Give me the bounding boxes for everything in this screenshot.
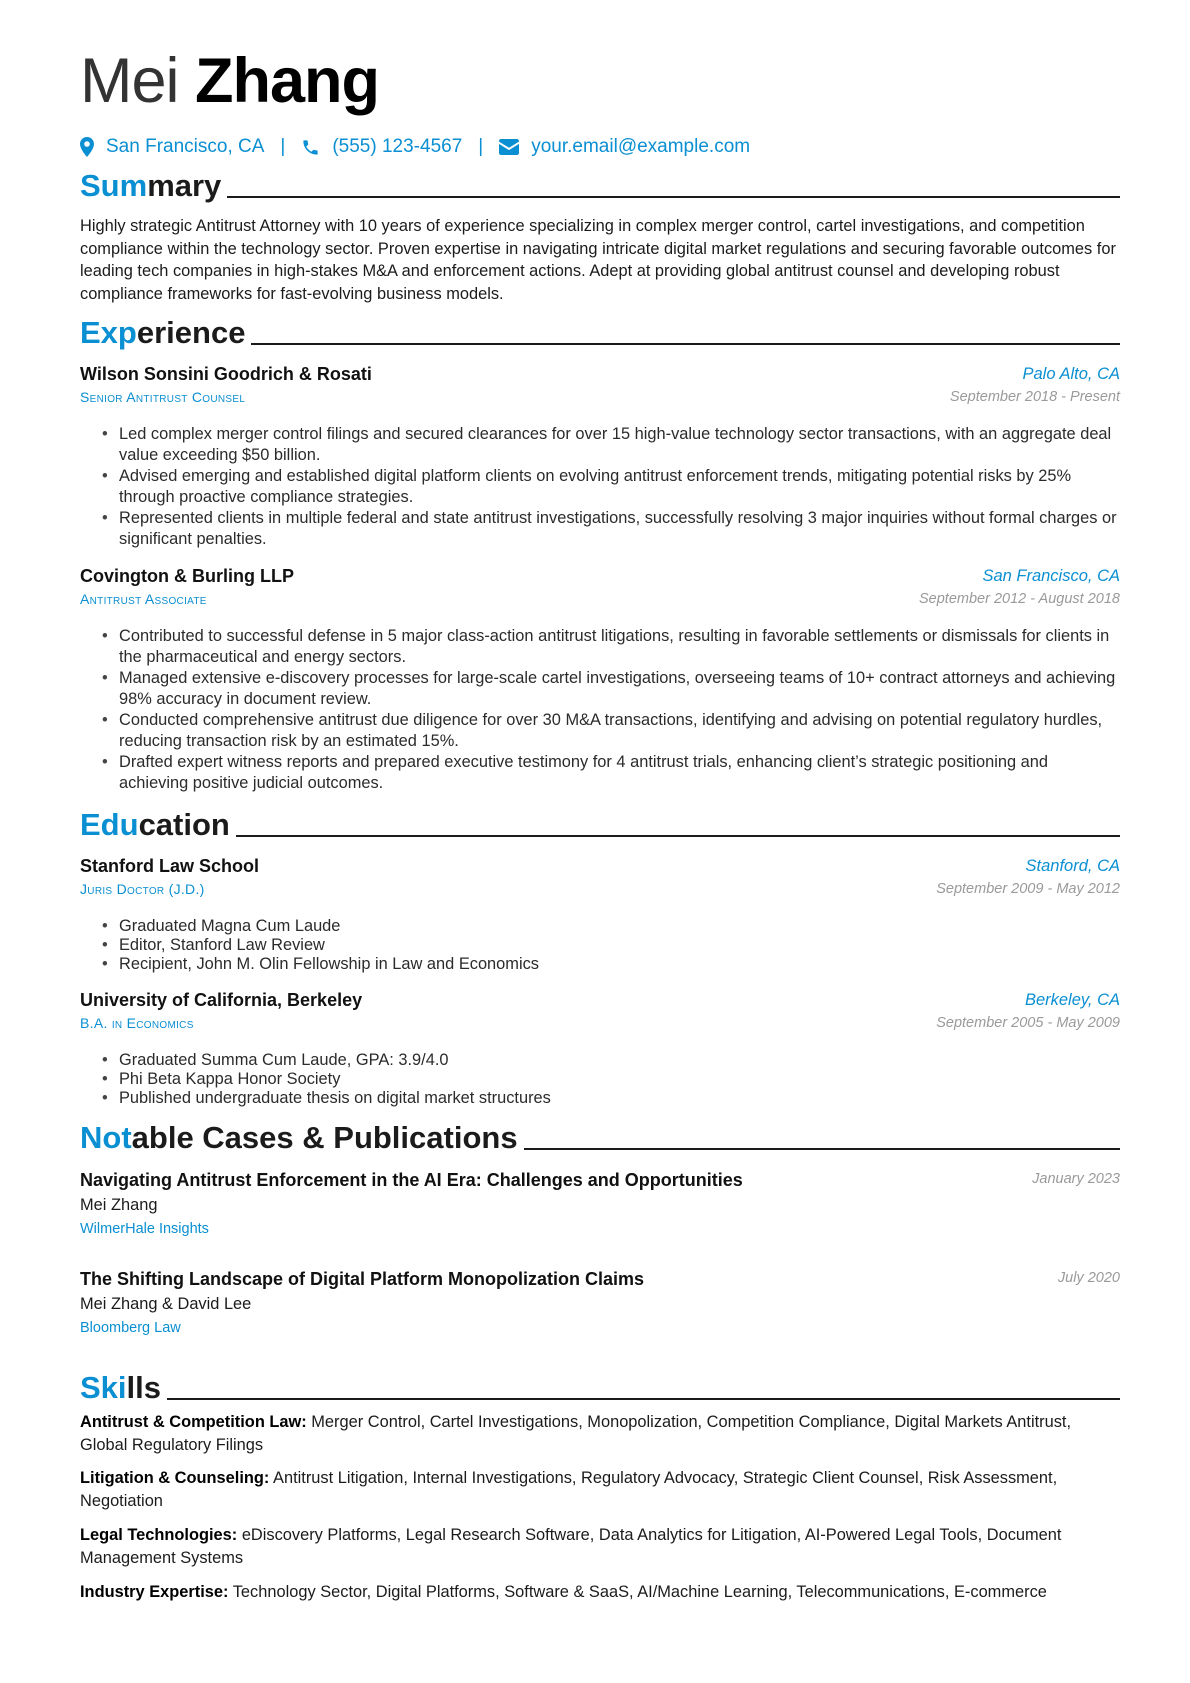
email-link: your.email@example.com xyxy=(531,136,751,157)
bullet-item: • Published undergraduate thesis on digital market structures xyxy=(80,1089,1120,1108)
bullet-item: • Contributed to successful defense in 5 major class-action antitrust litigations, resulting in favorable settlements or dismissals for clients in the pharmaceutical and energy sectors. xyxy=(80,626,1120,668)
education-heading xyxy=(80,803,1120,843)
school-name: Stanford Law School xyxy=(80,856,260,876)
bullet-item: • Recipient, John M. Olin Fellowship in Law and Economics xyxy=(80,955,1120,974)
envelope-icon xyxy=(499,139,519,155)
bullet-item: • Editor, Stanford Law Review xyxy=(80,936,1120,955)
job-location: Palo Alto, CA xyxy=(1022,365,1120,383)
degree: Juris Doctor (J.D.) xyxy=(80,881,205,897)
phone-icon xyxy=(301,138,320,157)
publication-venue: Bloomberg Law xyxy=(80,1320,181,1336)
job-title: Senior Antitrust Counsel xyxy=(80,389,246,405)
job-dates: September 2018 - Present xyxy=(949,389,1120,405)
employer-name: Covington & Burling LLP xyxy=(80,566,294,586)
bullet-item: • Led complex merger control filings and secured clearances for over 15 high-value technology sector transactions, with an aggregate deal value exceeding $50 billion. xyxy=(80,424,1120,466)
first-name: Mei xyxy=(80,46,179,116)
summary-heading xyxy=(80,164,1120,204)
bullet-item: • Graduated Summa Cum Laude, GPA: 3.9/4.0 xyxy=(80,1051,1120,1070)
contact-phone[interactable] xyxy=(301,136,462,158)
job-title: Antitrust Associate xyxy=(80,591,207,607)
section-title: Notable Cases & Publications xyxy=(80,1120,518,1155)
job-bullets xyxy=(80,424,1120,550)
skill-label: Litigation & Counseling: xyxy=(80,1469,270,1487)
school-bullets xyxy=(80,1051,1120,1108)
school-location: Berkeley, CA xyxy=(1024,991,1120,1009)
job-bullets xyxy=(80,626,1120,794)
school-bullets xyxy=(80,917,1120,974)
skill-group xyxy=(80,1581,1120,1604)
skill-values: eDiscovery Platforms, Legal Research Software, Data Analytics for Litigation, AI-Powered Legal Tools, Document Management Systems xyxy=(80,1526,1062,1567)
employer-name: Wilson Sonsini Goodrich & Rosati xyxy=(80,364,372,384)
skill-group xyxy=(80,1411,1120,1456)
job-location: San Francisco, CA xyxy=(982,567,1120,585)
skills-heading xyxy=(80,1366,1120,1406)
skill-group xyxy=(80,1467,1120,1512)
section-rule xyxy=(167,1398,1120,1400)
bullet-item: • Graduated Magna Cum Laude xyxy=(80,917,1120,936)
bullet-item: • Managed extensive e-discovery processes for large-scale cartel investigations, overseeing teams of 10+ contract attorneys and achieving 98% accuracy in document review. xyxy=(80,668,1120,710)
contact-location xyxy=(80,136,264,158)
school-dates: September 2009 - May 2012 xyxy=(936,881,1120,897)
location-text: San Francisco, CA xyxy=(106,136,265,157)
map-marker-icon xyxy=(80,137,94,157)
section-title: Education xyxy=(80,807,230,842)
bullet-item: • Conducted comprehensive antitrust due diligence for over 30 M&A transactions, identifying and advising on potential regulatory hurdles, reducing transaction risk by an estimated 15%. xyxy=(80,710,1120,752)
skill-label: Industry Expertise: xyxy=(80,1583,229,1601)
contact-line xyxy=(80,134,750,160)
publication-authors: Mei Zhang & David Lee xyxy=(80,1295,252,1313)
candidate-name xyxy=(80,42,379,120)
contact-email[interactable] xyxy=(499,136,750,158)
section-title: Experience xyxy=(80,315,246,350)
bullet-item: • Represented clients in multiple federal and state antitrust investigations, successfully resolving 3 major inquiries without formal charges or significant penalties. xyxy=(80,508,1120,550)
section-rule xyxy=(251,343,1120,345)
bullet-item: • Advised emerging and established digital platform clients on evolving antitrust enforcement trends, mitigating potential risks by 25% through proactive compliance strategies. xyxy=(80,466,1120,508)
skill-group xyxy=(80,1524,1120,1569)
bullet-item: • Drafted expert witness reports and prepared executive testimony for 4 antitrust trials, enhancing client’s strategic positioning and achieving positive judicial outcomes. xyxy=(80,752,1120,794)
section-rule xyxy=(227,196,1120,198)
contact-separator: | xyxy=(280,136,286,157)
skill-label: Legal Technologies: xyxy=(80,1526,238,1544)
section-title: Skills xyxy=(80,1370,161,1405)
publication-venue: WilmerHale Insights xyxy=(80,1221,209,1237)
publications-heading xyxy=(80,1116,1120,1156)
section-title: Summary xyxy=(80,168,222,203)
job-dates: September 2012 - August 2018 xyxy=(919,591,1120,607)
degree: B.A. in Economics xyxy=(80,1015,194,1031)
phone-text: (555) 123-4567 xyxy=(332,136,463,157)
school-dates: September 2005 - May 2009 xyxy=(936,1015,1120,1031)
school-location: Stanford, CA xyxy=(1025,857,1120,875)
summary-text: Highly strategic Antitrust Attorney with 10 years of experience specializing in complex merger control, cartel investigations, and competition compliance within the technology sector. Proven expertise in navigating intricate digital market regulations and securing favorable outcomes for leading tech companies in high-stakes M&A and enforcement actions. Adept at providing global antitrust counsel and developing robust compliance frameworks for fast-evolving business models. xyxy=(80,217,1116,303)
publication-authors: Mei Zhang xyxy=(80,1196,158,1214)
section-rule xyxy=(524,1148,1120,1150)
experience-heading xyxy=(80,311,1120,351)
publication-date: July 2020 xyxy=(1057,1270,1120,1286)
section-rule xyxy=(236,835,1120,837)
contact-separator: | xyxy=(478,136,484,157)
bullet-item: • Phi Beta Kappa Honor Society xyxy=(80,1070,1120,1089)
skill-values: Antitrust Litigation, Internal Investigations, Regulatory Advocacy, Strategic Client Counsel, Risk Assessment, Negotiation xyxy=(80,1469,1058,1510)
skill-values: Merger Control, Cartel Investigations, Monopolization, Competition Compliance, Digital Markets Antitrust, Global Regulatory Filings xyxy=(80,1413,1072,1454)
school-name: University of California, Berkeley xyxy=(80,990,363,1010)
publication-date: January 2023 xyxy=(1032,1171,1120,1187)
skill-label: Antitrust & Competition Law: xyxy=(80,1413,307,1431)
publication-title: Navigating Antitrust Enforcement in the AI Era: Challenges and Opportunities xyxy=(80,1170,743,1190)
last-name: Zhang xyxy=(195,46,380,116)
publication-title: The Shifting Landscape of Digital Platform Monopolization Claims xyxy=(80,1269,645,1289)
skill-values: Technology Sector, Digital Platforms, Software & SaaS, AI/Machine Learning, Telecommunications, E-commerce xyxy=(232,1583,1047,1601)
